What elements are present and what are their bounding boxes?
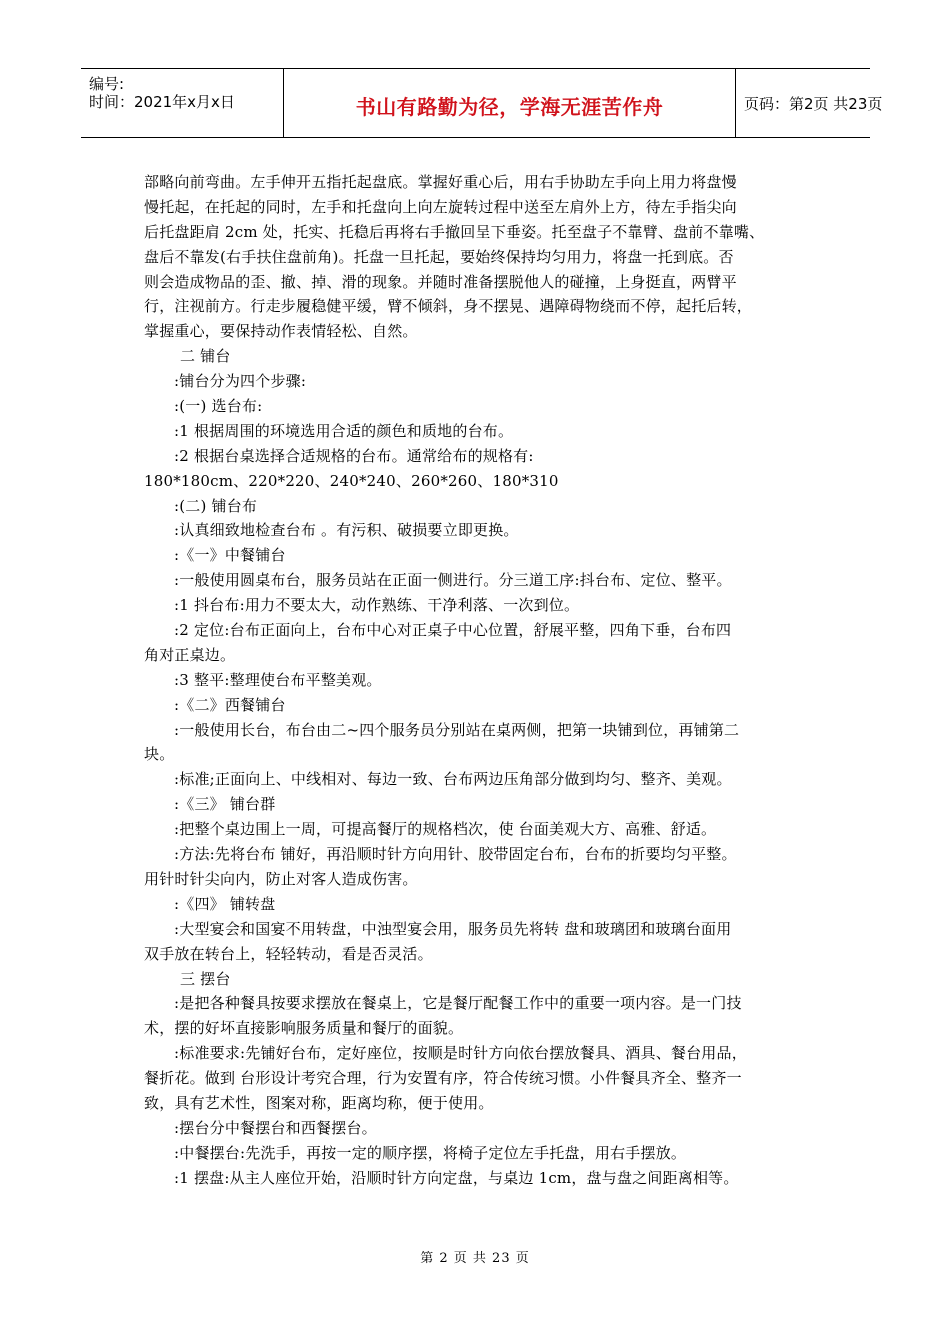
body-text-line: :1 摆盘:从主人座位开始，沿顺时针方向定盘，与桌边 1cm，盘与盘之间距离相等。 [174,1168,739,1187]
body-text-line: 部略向前弯曲。左手伸开五指托起盘底。掌握好重心后，用右手协助左手向上用力将盘慢 [144,173,737,191]
body-text-line: 致，具有艺术性，图案对称，距离均称，便于使用。 [144,1093,494,1112]
body-text-line: 则会造成物品的歪、撤、掉、滑的现象。并随时准备摆脱他人的碰撞，上身挺直，两臂平 [144,272,737,291]
body-text-line: :一般使用长台，布台由二~四个服务员分别站在桌两侧，把第一块铺到位，再铺第二 [174,720,740,739]
body-text-line: :1 抖台布:用力不要太大，动作熟练、干净利落、一次到位。 [174,596,580,615]
body-text-line: :《三》 铺台群 [174,795,276,814]
header-motto-cell [284,69,736,137]
body-text-line: :中餐摆台:先洗手，再按一定的顺序摆，将椅子定位左手托盘，用右手摆放。 [174,1143,687,1162]
body-text-line: 用针时针尖向内，防止对客人造成伤害。 [144,869,418,888]
document-date: 时间：2021年x月x日 [89,93,235,111]
body-text-line: 三 摆台 [180,969,231,988]
body-text-line: :认真细致地检查台布 。有污积、破损要立即更换。 [174,521,519,540]
body-text-line: 后托盘距肩 2cm 处，托实、托稳后再将右手撤回呈下垂姿。托至盘子不靠臂、盘前不靠嘴、 [144,222,765,241]
header-meta-cell [81,69,284,137]
page-header [81,68,883,138]
body-text-line: :3 整平:整理使台布平整美观。 [174,670,382,689]
body-text-line: :方法:先将台布 铺好，再沿顺时针方向用针、胶带固定台布，台布的折要均匀平整。 [174,845,737,864]
body-text-line: 180*180cm、220*220、240*240、260*260、180*310 [144,471,559,490]
body-text-line: 掌握重心，要保持动作表情轻松、自然。 [144,322,418,341]
body-text-line: :(二) 铺台布 [174,496,258,515]
body-text-line: :1 根据周围的环境选用合适的颜色和质地的台布。 [174,421,514,440]
page-footer: 第 2 页 共 23 页 [420,1251,530,1266]
header-motto: 书山有路勤为径，学海无涯苦作舟 [355,95,664,119]
body-text-line: :摆台分中餐摆台和西餐摆台。 [174,1118,377,1137]
body-text-line: :(一) 选台布: [174,397,263,416]
body-text-line: :标准;正面向上、中线相对、每边一致、台布两边压角部分做到均匀、整齐、美观。 [174,770,732,789]
body-text-line: :铺台分为四个步骤: [174,372,307,391]
body-text-line: :《二》西餐铺台 [174,695,286,714]
body-text-line: :2 根据台桌选择合适规格的台布。通常给布的规格有: [174,446,534,465]
body-text-line: 行，注视前方。行走步履稳健平缓，臂不倾斜，身不摆晃、遇障碍物绕而不停，起托后转， [144,297,753,316]
header-page-info: 页码：第2页 共23页 [744,95,883,113]
body-text-line: 双手放在转台上，轻轻转动，看是否灵活。 [144,944,433,963]
document-number-label: 编号: [89,75,125,93]
body-text-line: :一般使用圆桌布台，服务员站在正面一侧进行。分三道工序:抖台布、定位、整平。 [174,571,732,590]
document-body [144,170,808,1191]
body-text-line: 角对正桌边。 [144,645,236,664]
body-text-line: :标准要求:先铺好台布，定好座位，按顺是时针方向依台摆放餐具、酒具、餐台用品， [174,1044,747,1063]
body-text-line: 二 铺台 [180,347,231,366]
body-text-line: :《四》 铺转盘 [174,894,276,913]
body-text-line: :是把各种餐具按要求摆放在餐桌上，它是餐厅配餐工作中的重要一项内容。是一门技 [174,994,742,1013]
body-text-line: :把整个桌边围上一周，可提高餐厅的规格档次，使 台面美观大方、高雅、舒适。 [174,820,717,839]
body-text-line: :《一》中餐铺台 [174,546,286,565]
body-text-line: 餐折花。做到 台形设计考究合理，行为安置有序，符合传统习惯。小件餐具齐全、整齐一 [144,1069,742,1088]
body-text-line: 慢托起，在托起的同时，左手和托盘向上向左旋转过程中送至左肩外上方，待左手指尖向 [144,197,737,216]
body-text-line: 盘后不靠发(右手扶住盘前角)。托盘一旦托起，要始终保持均匀用力，将盘一托到底。否 [144,247,734,266]
header-page-cell [736,69,883,137]
body-text-line: 块。 [144,745,175,764]
body-text-line: 术，摆的好坏直接影响服务质量和餐厅的面貌。 [144,1019,464,1038]
body-text-line: :2 定位:台布正面向上，台布中心对正桌子中心位置，舒展平整，四角下垂，台布四 [174,621,732,640]
body-text-line: :大型宴会和国宴不用转盘，中浊型宴会用，服务员先将转 盘和玻璃团和玻璃台面用 [174,919,732,938]
